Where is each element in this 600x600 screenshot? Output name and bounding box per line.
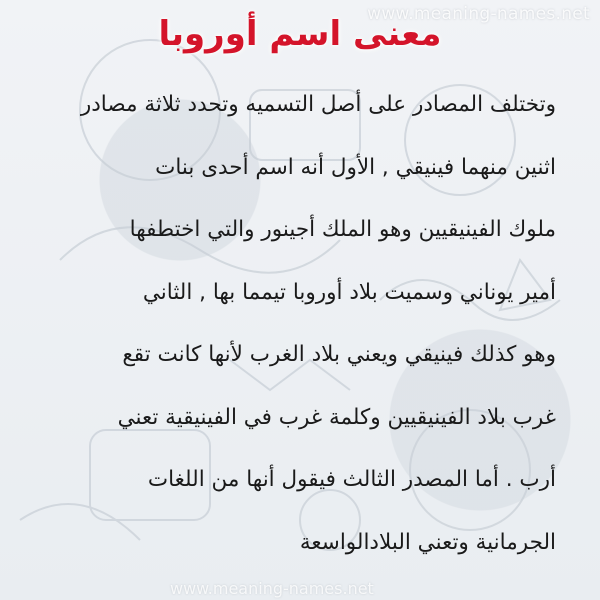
text-line: اثنين منهما فينيقي , الأول أنه اسم أحدى بنات [155, 154, 556, 180]
text-line: الجرمانية وتعني البلادالواسعة [299, 529, 556, 555]
watermark-top: www.meaning-names.net [367, 4, 590, 24]
text-line: أمير يوناني وسميت بلاد أوروبا تيمما بها , الثاني [142, 279, 556, 305]
text-line: غرب بلاد الفينيقيين وكلمة غرب في الفينيقية تعني [117, 404, 556, 430]
text-line: وهو كذلك فينيقي ويعني بلاد الغرب لأنها كانت تقع [122, 342, 556, 367]
text-line: وتختلف المصادر على أصل التسميه وتحدد ثلاثة مصادر [80, 92, 556, 117]
text-line: أرب . أما المصدر الثالث فيقول أنها من اللغات [147, 467, 556, 492]
meaning-text [40, 74, 556, 574]
watermark-bottom: www.meaning-names.net [170, 579, 374, 598]
text-line: ملوك الفينيقيين وهو الملك أجينور والتي اختطفها [129, 217, 556, 242]
page-title: معنى اسم أوروبا [158, 14, 442, 54]
